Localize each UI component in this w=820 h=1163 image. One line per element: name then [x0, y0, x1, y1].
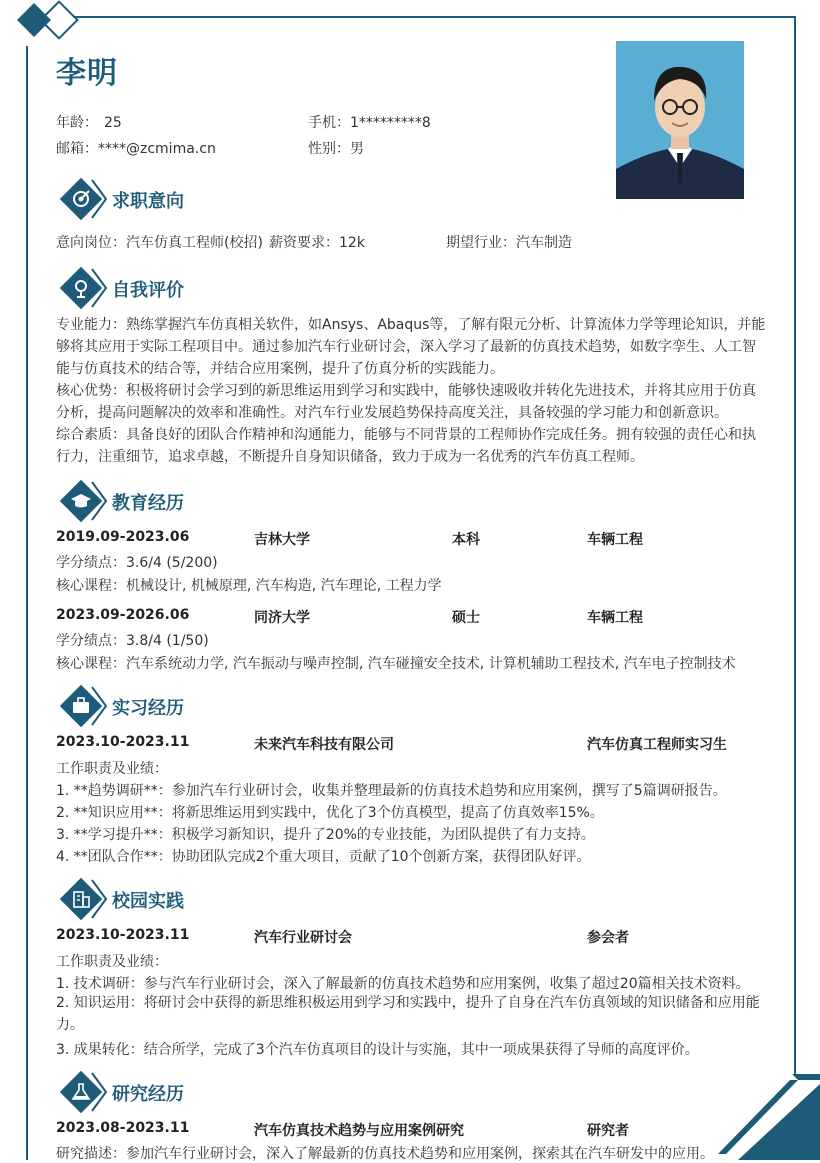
self-eval-strengths: 核心优势：积极将研讨会学习到的新思维运用到学习和实践中，能够快速吸收并转化先进技术，并将其应用于仿真分析，提高问题解决的效率和准确性。对汽车行业发展趋势保持高度关注，具备较强的学习能力和创新意识。: [56, 383, 756, 421]
section-header-research: [58, 1070, 358, 1114]
research-period: 2023.08-2023.11: [56, 1120, 190, 1136]
flower-icon: [58, 266, 110, 310]
intern-role: 汽车仿真工程师实习生: [587, 737, 727, 753]
briefcase-icon: [58, 684, 110, 728]
intern-duty-label: 工作职责及业绩：: [56, 761, 168, 777]
self-eval-professional: 专业能力：熟练掌握汽车仿真相关软件，如Ansys、Abaqus等，了解有限元分析、计算流体力学等理论知识，并能够将其应用于实际工程项目中。通过参加汽车行业研讨会，深入学习了最新的仿真技术趋势，如数字孪生、人工智能与仿真技术的结合等，并结合应用案例，提升了仿真分析的实践能力。: [56, 317, 766, 377]
intent-salary: 薪资要求：12k: [269, 235, 365, 251]
edu-1-courses: 核心课程：机械设计, 机械原理, 汽车构造, 汽车理论, 工程力学: [56, 578, 442, 594]
email-value: ****@zcmima.cn: [98, 141, 216, 157]
research-topic: 汽车仿真技术趋势与应用案例研究: [254, 1123, 464, 1139]
edu-2-major: 车辆工程: [587, 610, 643, 626]
phone-value: 1*********8: [350, 115, 431, 131]
campus-item-3: 3. 成果转化：结合所学，完成了3个汽车仿真项目的设计与实施，其中一项成果获得了导师的高度评价。: [56, 1042, 699, 1058]
section-title-research: 研究经历: [112, 1084, 184, 1105]
self-eval-qualities: 综合素质：具备良好的团队合作精神和沟通能力，能够与不同背景的工程师协作完成任务。拥有较强的责任心和执行力，注重细节，追求卓越，不断提升自身知识储备，致力于成为一名优秀的汽车仿真工程师。: [56, 427, 756, 465]
section-header-campus: [58, 877, 358, 921]
intern-period: 2023.10-2023.11: [56, 734, 190, 750]
edu-2-degree: 硕士: [452, 610, 480, 626]
frame-right-line: [794, 16, 796, 1076]
section-title-intent: 求职意向: [112, 191, 184, 212]
edu-1-school: 吉林大学: [254, 532, 310, 548]
intent-industry: 期望行业：汽车制造: [446, 235, 572, 251]
campus-item-2: 2. 知识运用：将研讨会中获得的新思维积极运用到学习和实践中，提升了自身在汽车仿真领域的知识储备和应用能力。: [56, 995, 760, 1033]
section-header-self: [58, 266, 358, 310]
candidate-name: 李明: [56, 56, 118, 91]
gender-label: 性别：: [308, 141, 350, 157]
edu-1-period: 2019.09-2023.06: [56, 529, 190, 545]
frame-top-line: [70, 16, 796, 18]
email-label: 邮箱：: [56, 141, 98, 157]
age-value: 25: [104, 115, 122, 131]
edu-1-gpa: 学分绩点：3.6/4 (5/200): [56, 555, 218, 571]
edu-2-courses: 核心课程：汽车系统动力学, 汽车振动与噪声控制, 汽车碰撞安全技术, 计算机辅助工程技术, 汽车电子控制技术: [56, 656, 736, 672]
research-role: 研究者: [587, 1123, 629, 1139]
section-title-education: 教育经历: [112, 493, 184, 514]
section-header-intent: [58, 177, 358, 221]
gender-info: [308, 138, 364, 158]
edu-1-major: 车辆工程: [587, 532, 643, 548]
intern-item-4: 4. **团队合作**：协助团队完成2个重大项目，贡献了10个创新方案，获得团队好评。: [56, 849, 591, 865]
corner-diamond-decoration: [8, 0, 88, 50]
phone-info: [308, 112, 431, 132]
graduation-cap-icon: [58, 479, 110, 523]
frame-left-line: [26, 46, 28, 1160]
email-info: [56, 138, 216, 158]
research-desc: 研究描述：参加汽车行业研讨会，深入了解最新的仿真技术趋势和应用案例，探索其在汽车研发中的应用。: [56, 1146, 714, 1162]
campus-item-1: 1. 技术调研：参与汽车行业研讨会，深入了解最新的仿真技术趋势和应用案例，收集了超过20篇相关技术资料。: [56, 976, 750, 992]
campus-role: 参会者: [587, 930, 629, 946]
intern-item-3: 3. **学习提升**：积极学习新知识，提升了20%的专业技能，为团队提供了有力支持。: [56, 827, 595, 843]
flask-icon: [58, 1070, 110, 1114]
age-info: [56, 112, 122, 132]
intern-company: 未来汽车科技有限公司: [254, 737, 394, 753]
section-title-internship: 实习经历: [112, 698, 184, 719]
campus-event: 汽车行业研讨会: [254, 930, 352, 946]
section-header-education: [58, 479, 358, 523]
profile-photo: [616, 41, 744, 199]
intern-item-1: 1. **趋势调研**：参加汽车行业研讨会，收集并整理最新的仿真技术趋势和应用案例，撰写了5篇调研报告。: [56, 783, 727, 799]
campus-period: 2023.10-2023.11: [56, 927, 190, 943]
edu-2-period: 2023.09-2026.06: [56, 607, 190, 623]
intent-position: 意向岗位：汽车仿真工程师(校招): [56, 235, 263, 251]
target-icon: [58, 177, 110, 221]
phone-label: 手机：: [308, 115, 350, 131]
campus-duty-label: 工作职责及业绩：: [56, 954, 168, 970]
edu-1-degree: 本科: [452, 532, 480, 548]
section-title-campus: 校园实践: [112, 891, 184, 912]
age-label: 年龄：: [56, 115, 98, 131]
corner-triangle-decoration: [712, 1074, 820, 1160]
building-icon: [58, 877, 110, 921]
gender-value: 男: [350, 141, 364, 157]
edu-2-school: 同济大学: [254, 610, 310, 626]
intern-item-2: 2. **知识应用**：将新思维运用到实践中，优化了3个仿真模型，提高了仿真效率15%。: [56, 805, 604, 821]
section-header-internship: [58, 684, 358, 728]
edu-2-gpa: 学分绩点：3.8/4 (1/50): [56, 633, 209, 649]
section-title-self: 自我评价: [112, 280, 184, 301]
